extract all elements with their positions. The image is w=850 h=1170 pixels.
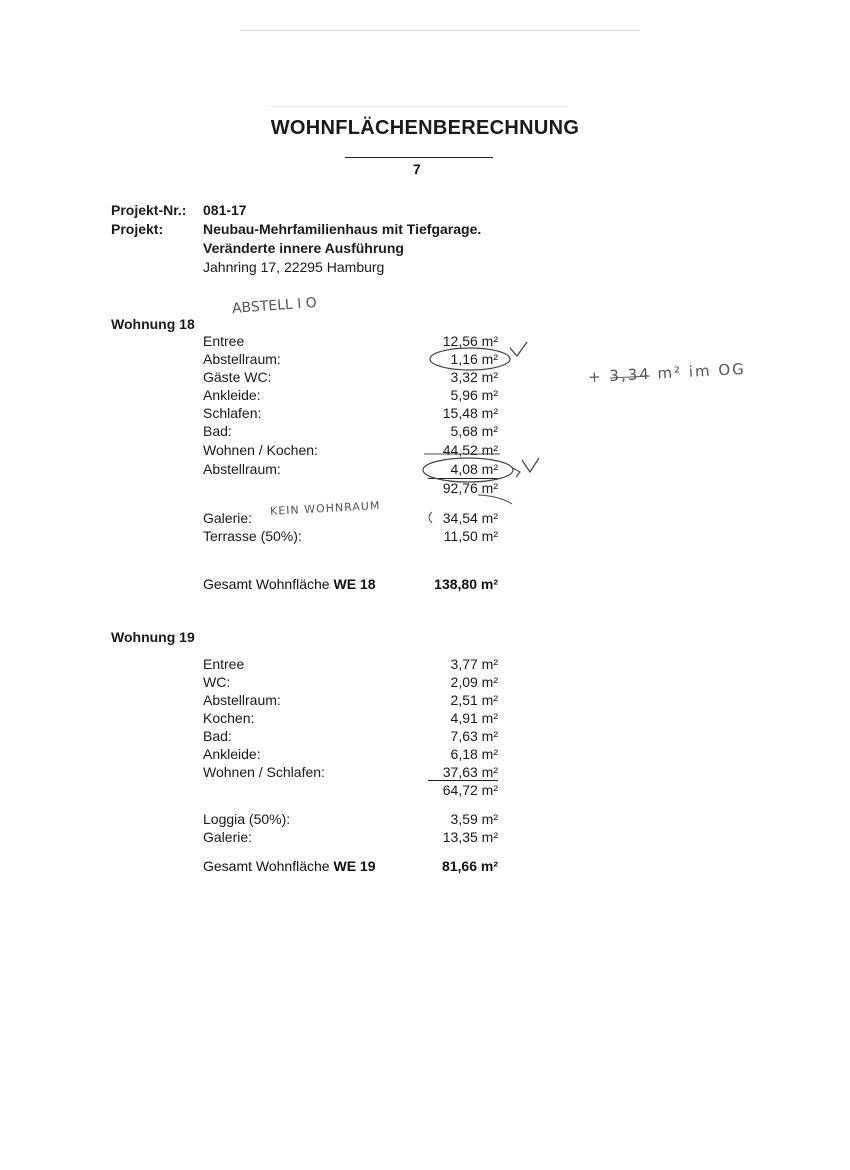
page-title: WOHNFLÄCHENBERECHNUNG [270,117,580,139]
circle-mark [430,348,510,370]
apt18-room-row: Gäste WC: 3,32 m² [203,369,498,385]
checkmark-icon [522,458,539,472]
apt19-room-row: Abstellraum: 2,51 m² [203,692,498,708]
circle-mark [423,458,513,482]
handwritten-note-storage: ABSTELL I O [231,295,318,317]
apt19-room-row: Entree 3,77 m² [203,656,498,672]
apt18-room-row: Abstellraum: 4,08 m² [203,461,498,477]
project-line1: Neubau-Mehrfamilienhaus mit Tiefgarage. [203,221,482,237]
page-number: 7 [413,161,421,177]
project-address: Jahnring 17, 22295 Hamburg [203,259,385,275]
apt18-extra-row: Galerie: 34,54 m² [203,510,498,526]
project-nr-value: 081-17 [203,202,247,218]
apt18-room-row: Abstellraum: 1,16 m² [203,351,498,367]
apt19-heading: Wohnung 19 [111,629,195,645]
apt18-extra-row: Terrasse (50%): 11,50 m² [203,528,498,544]
apt18-room-row: Schlafen: 15,48 m² [203,405,498,421]
apt19-room-row: Kochen: 4,91 m² [203,710,498,726]
pen-stroke [429,512,432,523]
apt18-room-row: Wohnen / Kochen: 44,52 m² [203,442,498,458]
apt18-room-row: Entree 12,56 m² [203,333,498,349]
apt19-subtotal: 64,72 m² [442,782,498,798]
apt19-room-row: Wohnen / Schlafen: 37,63 m² [203,764,498,780]
apt19-extra-row: Galerie: 13,35 m² [203,829,498,845]
apt19-extra-row: Loggia (50%): 3,59 m² [203,811,498,827]
apt19-room-row: Ankleide: 6,18 m² [203,746,498,762]
apt18-room-row: Ankleide: 5,96 m² [203,387,498,403]
apt18-room-row: Bad: 5,68 m² [203,423,498,439]
subtotal-underline [428,780,498,781]
apt18-heading: Wohnung 18 [111,316,195,332]
checkmark-icon [510,342,527,356]
project-nr-label: Projekt-Nr.: [111,202,187,218]
project-line2: Veränderte innere Ausführung [203,240,404,256]
arrow-mark [513,468,520,477]
handwritten-note-upper-floor: + 3,34 m² im OG [587,359,747,387]
apt19-room-row: Bad: 7,63 m² [203,728,498,744]
project-label: Projekt: [111,221,164,237]
pen-stroke [478,495,512,504]
handwritten-note-galerie: KEIN WOHNRAUM [269,499,381,518]
apt19-room-row: WC: 2,09 m² [203,674,498,690]
apt18-subtotal: 92,76 m² [442,480,498,496]
